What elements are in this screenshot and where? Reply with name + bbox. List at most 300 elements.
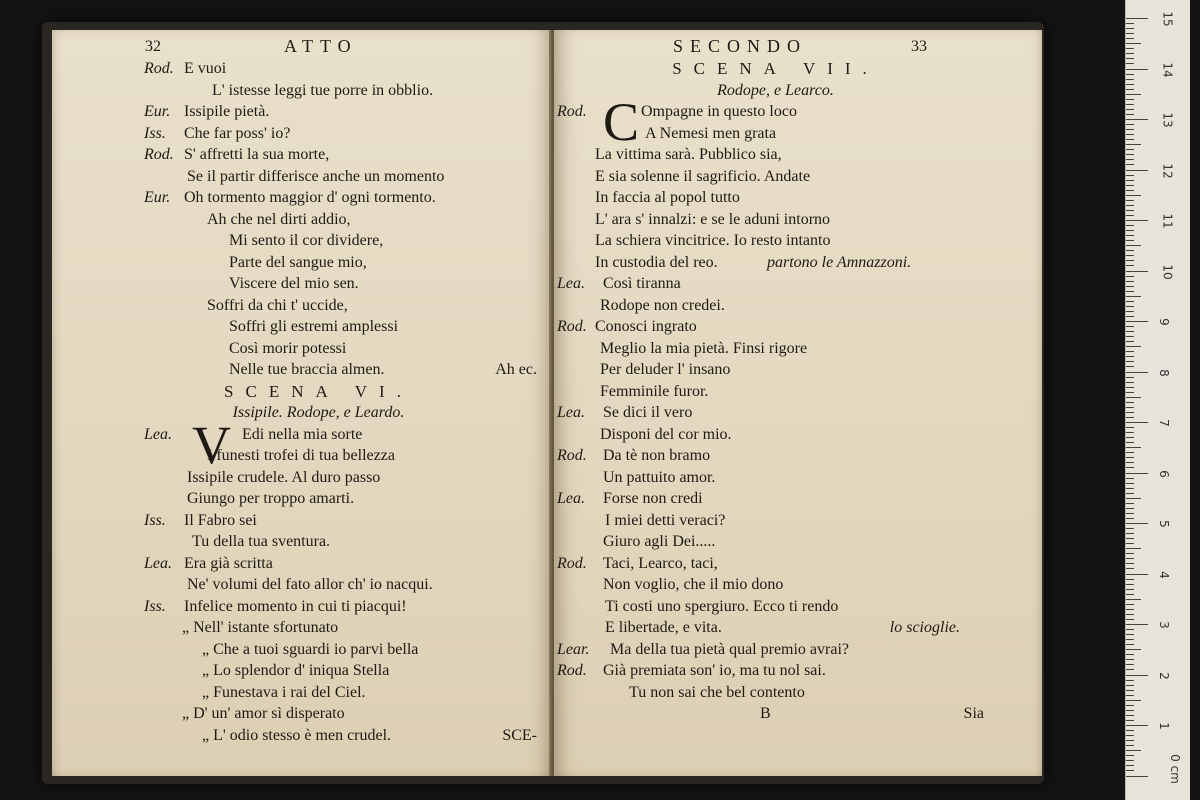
ruler-tick — [1126, 644, 1134, 645]
ruler-tick — [1126, 765, 1134, 766]
ruler-tick — [1126, 321, 1148, 322]
ruler-tick — [1126, 412, 1134, 413]
ruler-tick — [1126, 478, 1134, 479]
verse-text: „ L' odio stesso è men crudel. — [202, 726, 392, 744]
text-line — [555, 660, 1036, 681]
ruler-tick — [1126, 432, 1134, 433]
ruler-tick — [1126, 543, 1134, 544]
text-line — [52, 488, 545, 509]
verse-text: Già premiata son' io, ma tu nol sai. — [603, 662, 826, 679]
verse-text: Conosci ingrato — [595, 318, 697, 335]
ruler-label: 10 — [1160, 263, 1175, 280]
ruler-tick — [1126, 563, 1134, 564]
verse-text: L' ara s' innalzi: e se le aduni intorno — [595, 210, 831, 228]
text-line — [52, 596, 545, 617]
left-page-number: 32 — [145, 38, 161, 55]
speaker-label: Rod. — [557, 447, 587, 464]
drop-cap: V — [192, 414, 231, 475]
ruler-tick — [1126, 629, 1134, 630]
ruler-tick — [1126, 149, 1134, 150]
ruler-tick — [1126, 281, 1134, 282]
verse-text: Così morir potessi — [229, 339, 347, 357]
stage-direction: partono le Amnazzoni. — [767, 253, 912, 271]
verse-text: Giuro agli Dei..... — [603, 533, 716, 550]
ruler-tick — [1126, 457, 1134, 458]
text-line — [555, 402, 1036, 423]
text-line — [52, 445, 545, 466]
verse-text: Tu della tua sventura. — [192, 533, 331, 550]
ruler-tick — [1126, 437, 1134, 438]
ruler-tick — [1126, 594, 1134, 595]
ruler-tick — [1126, 614, 1134, 615]
text-line — [52, 273, 545, 294]
speaker-label: Lea. — [144, 554, 172, 572]
ruler-tick — [1126, 311, 1134, 312]
text-line — [555, 574, 1036, 595]
ruler-tick — [1126, 346, 1141, 347]
ruler-tick — [1126, 195, 1141, 196]
speaker-label: Lea. — [144, 425, 172, 443]
ruler-tick — [1126, 624, 1148, 625]
text-line — [52, 553, 545, 574]
ruler-tick — [1126, 255, 1134, 256]
ruler-tick — [1126, 306, 1134, 307]
ruler-tick — [1126, 760, 1134, 761]
ruler-tick — [1126, 649, 1141, 650]
ruler-tick — [1126, 33, 1134, 34]
ruler-tick — [1126, 599, 1141, 600]
speaker-label: Rod. — [557, 318, 587, 335]
ruler-tick — [1126, 185, 1134, 186]
ruler-label: 15 — [1160, 11, 1175, 27]
text-line — [555, 467, 1036, 488]
ruler-tick — [1126, 447, 1141, 448]
ruler-tick — [1126, 690, 1134, 691]
text-line — [555, 209, 1036, 230]
text-line — [555, 166, 1036, 187]
text-line — [555, 596, 1036, 617]
text-line — [555, 316, 1036, 337]
verse-text: Un pattuito amor. — [603, 468, 716, 486]
verse-text: Tu non sai che bel contento — [629, 683, 805, 701]
ruler-tick — [1126, 94, 1141, 95]
catchword: Sia — [963, 705, 984, 722]
ruler-tick — [1126, 129, 1134, 130]
ruler-tick — [1126, 700, 1141, 701]
verse-text: Da tè non bramo — [603, 447, 711, 464]
scene-heading: SCENA VII. — [672, 59, 879, 78]
text-line — [555, 639, 1036, 660]
scene-heading: SCENA VI. — [224, 381, 413, 401]
ruler-tick — [1126, 675, 1148, 676]
verse-text: Mi sento il cor dividere, — [229, 232, 384, 249]
ruler-tick — [1126, 271, 1148, 272]
text-line — [555, 617, 1036, 638]
ruler-tick — [1126, 69, 1148, 70]
ruler-tick — [1126, 725, 1148, 726]
ruler-tick — [1126, 89, 1134, 90]
ruler-tick — [1126, 84, 1134, 85]
verse-text: Forse non credi — [603, 490, 703, 507]
ruler-tick — [1126, 715, 1134, 716]
ruler-tick — [1126, 38, 1134, 39]
verse-text: „ D' un' amor sì disperato — [182, 705, 345, 722]
ruler-tick — [1126, 735, 1134, 736]
ruler-label: 11 — [1160, 213, 1175, 229]
verse-text: Parte del sangue mio, — [229, 253, 367, 271]
verse-text: „ Nell' istante sfortunato — [182, 619, 339, 636]
ruler-tick — [1126, 558, 1134, 559]
left-running-head: ATTO — [284, 36, 358, 56]
text-line — [52, 58, 545, 79]
ruler-tick — [1126, 215, 1134, 216]
ruler-label: 13 — [1160, 112, 1175, 128]
text-line — [52, 402, 545, 423]
ruler-tick — [1126, 235, 1134, 236]
text-line — [52, 682, 545, 703]
verse-text: L' istesse leggi tue porre in obblio. — [212, 81, 434, 99]
text-line — [555, 123, 1036, 144]
speaker-label: Lea. — [557, 275, 585, 292]
verse-text: A Nemesi men grata — [645, 124, 777, 142]
verse-text: „ Che a tuoi sguardi io parvi bella — [202, 640, 419, 658]
speaker-label: Lea. — [557, 404, 585, 421]
verse-text: Non voglio, che il mio dono — [603, 576, 784, 593]
verse-text: Femminile furor. — [600, 382, 709, 400]
ruler-tick — [1126, 745, 1134, 746]
text-line — [52, 338, 545, 359]
text-line — [52, 295, 545, 316]
text-line — [52, 510, 545, 531]
ruler-tick — [1126, 296, 1141, 297]
text-line — [555, 58, 1036, 79]
ruler-tick — [1126, 776, 1148, 777]
ruler-tick — [1126, 74, 1134, 75]
ruler-tick — [1126, 654, 1134, 655]
text-line — [52, 166, 545, 187]
text-line — [555, 445, 1036, 466]
ruler-tick — [1126, 473, 1148, 474]
verse-text: Rodope non credei. — [600, 296, 725, 314]
ruler-tick — [1126, 523, 1148, 524]
ruler-tick — [1126, 422, 1148, 423]
verse-text: E vuoi — [184, 60, 227, 77]
ruler-tick — [1126, 63, 1134, 64]
line-end-text: SCE- — [502, 726, 537, 744]
ruler-tick — [1126, 286, 1134, 287]
ruler-tick — [1126, 452, 1134, 453]
text-line — [52, 80, 545, 101]
speaker-label: Lea. — [557, 490, 585, 507]
verse-text: Oh tormento maggior d' ogni tormento. — [184, 189, 436, 206]
text-line — [555, 144, 1036, 165]
ruler-tick — [1126, 361, 1134, 362]
verse-text: S' affretti la sua morte, — [184, 146, 330, 163]
text-line — [52, 123, 545, 144]
ruler-tick — [1126, 260, 1134, 261]
verse-text: Se il partir differisce anche un momento — [187, 167, 445, 185]
text-line — [52, 316, 545, 337]
ruler-tick — [1126, 462, 1134, 463]
ruler-tick — [1126, 533, 1134, 534]
verse-text: La vittima sarà. Pubblico sia, — [595, 146, 782, 163]
ruler-tick — [1126, 43, 1141, 44]
ruler-tick — [1126, 366, 1134, 367]
verse-text: Nelle tue braccia almen. — [229, 361, 385, 378]
ruler-tick — [1126, 104, 1134, 105]
text-line — [555, 424, 1036, 445]
ruler-tick — [1126, 377, 1134, 378]
verse-text: Issipile pietà. — [184, 103, 270, 120]
ruler-tick — [1126, 604, 1134, 605]
speaker-label: Iss. — [144, 124, 166, 142]
ruler-tick — [1126, 200, 1134, 201]
verse-text: Per deluder l' insano — [600, 361, 731, 378]
ruler-tick — [1126, 230, 1134, 231]
speaker-label: Iss. — [144, 511, 166, 529]
ruler-tick — [1126, 750, 1141, 751]
ruler-tick — [1126, 175, 1134, 176]
drop-cap: C — [603, 92, 640, 152]
ruler-tick — [1126, 331, 1134, 332]
ruler-tick — [1126, 250, 1134, 251]
ruler-tick — [1126, 579, 1134, 580]
ruler-tick — [1126, 538, 1134, 539]
ruler-tick — [1126, 58, 1134, 59]
ruler-tick — [1126, 205, 1134, 206]
verse-text: Ti costi uno spergiuro. Ecco ti rendo — [605, 597, 839, 615]
ruler-tick — [1126, 387, 1134, 388]
ruler-tick — [1126, 53, 1134, 54]
verse-text: Ma della tua pietà qual premio avrai? — [610, 640, 850, 658]
verse-text: I funesti trofei di tua bellezza — [207, 447, 395, 464]
ruler-tick — [1126, 316, 1134, 317]
text-line — [52, 381, 545, 402]
verse-text: Meglio la mia pietà. Finsi rigore — [600, 339, 808, 357]
right-running-head: SECONDO — [673, 36, 808, 56]
text-line — [555, 187, 1036, 208]
speaker-label: Rod. — [557, 103, 587, 120]
ruler-tick — [1126, 144, 1141, 145]
ruler-tick — [1126, 392, 1134, 393]
verse-text: Edi nella mia sorte — [242, 425, 363, 443]
ruler-tick — [1126, 639, 1134, 640]
ruler-tick — [1126, 356, 1134, 357]
ruler-tick — [1126, 498, 1141, 499]
speaker-label: Rod. — [144, 146, 174, 163]
ruler-tick — [1126, 695, 1134, 696]
text-line — [555, 682, 1036, 703]
ruler-tick — [1126, 291, 1134, 292]
ruler-tick — [1126, 770, 1134, 771]
ruler-tick — [1126, 574, 1148, 575]
text-line — [52, 209, 545, 230]
ruler-label: 4 — [1156, 570, 1171, 579]
text-line — [52, 101, 545, 122]
ruler-label: 14 — [1160, 61, 1175, 78]
ruler-tick — [1126, 336, 1134, 337]
ruler-tick — [1126, 326, 1134, 327]
ruler-tick — [1126, 467, 1134, 468]
verse-text: Ne' volumi del fato allor ch' io nacqui. — [187, 576, 433, 593]
ruler-tick — [1126, 710, 1134, 711]
ruler-tick — [1126, 220, 1148, 221]
text-line — [555, 252, 1036, 273]
speaker-label: Rod. — [144, 60, 174, 77]
ruler-tick — [1126, 483, 1134, 484]
verse-text: In faccia al popol tutto — [595, 189, 740, 206]
verse-text: Ompagne in questo loco — [641, 103, 797, 120]
text-line — [52, 531, 545, 552]
text-line — [52, 467, 545, 488]
ruler-tick — [1126, 503, 1134, 504]
ruler-tick — [1126, 553, 1134, 554]
ruler-tick — [1126, 124, 1134, 125]
ruler-tick — [1126, 276, 1134, 277]
ruler-tick — [1126, 548, 1141, 549]
verse-text: In custodia del reo. — [595, 253, 718, 271]
speaker-label: Lear. — [557, 640, 590, 658]
ruler-tick — [1126, 427, 1134, 428]
text-line — [555, 553, 1036, 574]
text-line — [52, 187, 545, 208]
ruler-label: 8 — [1156, 368, 1171, 377]
verse-text: Il Fabro sei — [184, 511, 257, 529]
ruler-tick — [1126, 170, 1148, 171]
verse-text: Era già scritta — [184, 554, 273, 572]
text-line — [52, 639, 545, 660]
text-line — [52, 703, 545, 724]
ruler-tick — [1126, 134, 1134, 135]
ruler-tick — [1126, 225, 1134, 226]
measurement-ruler — [1125, 0, 1190, 800]
ruler-label: 9 — [1156, 318, 1171, 326]
verse-text: Soffri da chi t' uccide, — [207, 296, 348, 314]
ruler-tick — [1126, 99, 1134, 100]
ruler-tick — [1126, 705, 1134, 706]
speaker-label: Iss. — [144, 597, 166, 615]
ruler-label: 0 cm — [1167, 753, 1182, 784]
verse-text: Ah che nel dirti addio, — [207, 210, 351, 228]
ruler-tick — [1126, 180, 1134, 181]
ruler-tick — [1126, 154, 1134, 155]
ruler-tick — [1126, 190, 1134, 191]
text-line — [555, 488, 1036, 509]
ruler-tick — [1126, 23, 1134, 24]
ruler-tick — [1126, 513, 1134, 514]
ruler-tick — [1126, 493, 1134, 494]
ruler-tick — [1126, 659, 1134, 660]
ruler-tick — [1126, 139, 1134, 140]
text-line — [555, 531, 1036, 552]
ruler-tick — [1126, 79, 1134, 80]
right-page-number: 33 — [911, 38, 927, 55]
verse-text: Giungo per troppo amarti. — [187, 490, 355, 507]
ruler-tick — [1126, 48, 1134, 49]
verse-text: Viscere del mio sen. — [229, 275, 359, 292]
scene-characters: Rodope, e Learco. — [717, 81, 834, 99]
verse-text: Issipile crudele. Al duro passo — [187, 468, 381, 486]
ruler-tick — [1126, 407, 1134, 408]
text-line — [52, 144, 545, 165]
verse-text: Disponi del cor mio. — [600, 425, 732, 443]
verse-text: E libertade, e vita. — [605, 619, 722, 636]
speaker-label: Rod. — [557, 554, 587, 572]
text-line — [555, 359, 1036, 380]
text-line — [555, 273, 1036, 294]
text-line — [555, 295, 1036, 316]
verse-text: „ Lo splendor d' iniqua Stella — [202, 662, 390, 679]
scene-characters: Issipile. Rodope, e Leardo. — [232, 404, 405, 421]
text-line — [555, 230, 1036, 251]
text-line — [555, 703, 1036, 724]
ruler-tick — [1126, 664, 1134, 665]
ruler-tick — [1126, 119, 1148, 120]
right-page — [554, 30, 1042, 776]
ruler-tick — [1126, 210, 1134, 211]
ruler-tick — [1126, 164, 1134, 165]
ruler-tick — [1126, 301, 1134, 302]
ruler-tick — [1126, 240, 1134, 241]
text-line — [52, 725, 545, 746]
verse-text: Che far poss' io? — [184, 124, 291, 142]
ruler-tick — [1126, 634, 1134, 635]
verse-text: La schiera vincitrice. Io resto intanto — [595, 232, 831, 249]
verse-text: „ Funestava i rai del Ciel. — [202, 683, 366, 701]
ruler-tick — [1126, 265, 1134, 266]
text-line — [555, 510, 1036, 531]
ruler-label: 7 — [1156, 419, 1171, 427]
ruler-tick — [1126, 488, 1134, 489]
ruler-tick — [1126, 442, 1134, 443]
ruler-tick — [1126, 351, 1134, 352]
text-line — [52, 574, 545, 595]
speaker-label: Eur. — [144, 103, 171, 120]
ruler-tick — [1126, 341, 1134, 342]
ruler-tick — [1126, 245, 1141, 246]
ruler-label: 6 — [1156, 469, 1171, 478]
ruler-tick — [1126, 619, 1134, 620]
signature-mark: B — [760, 705, 771, 722]
left-page — [52, 30, 552, 776]
verse-text: I miei detti veraci? — [605, 511, 726, 529]
verse-text: Se dici il vero — [603, 404, 693, 421]
ruler-tick — [1126, 159, 1134, 160]
stage-direction: lo scioglie. — [889, 619, 960, 636]
verse-text: Soffri gli estremi amplessi — [229, 318, 399, 335]
text-line — [52, 617, 545, 638]
verse-text: Così tiranna — [603, 275, 681, 292]
ruler-tick — [1126, 680, 1134, 681]
ruler-label: 1 — [1156, 722, 1171, 730]
ruler-tick — [1126, 28, 1134, 29]
ruler-tick — [1126, 114, 1134, 115]
ruler-tick — [1126, 417, 1134, 418]
ruler-label: 3 — [1156, 621, 1171, 629]
ruler-label: 5 — [1156, 520, 1171, 528]
ruler-tick — [1126, 609, 1134, 610]
ruler-tick — [1126, 755, 1134, 756]
ruler-tick — [1126, 508, 1134, 509]
line-end-text: Ah ec. — [495, 361, 537, 378]
verse-text: Infelice momento in cui ti piacqui! — [184, 597, 407, 615]
ruler-tick — [1126, 372, 1148, 373]
ruler-tick — [1126, 740, 1134, 741]
text-line — [555, 338, 1036, 359]
ruler-label: 2 — [1156, 671, 1171, 680]
text-line — [555, 381, 1036, 402]
text-line — [52, 660, 545, 681]
